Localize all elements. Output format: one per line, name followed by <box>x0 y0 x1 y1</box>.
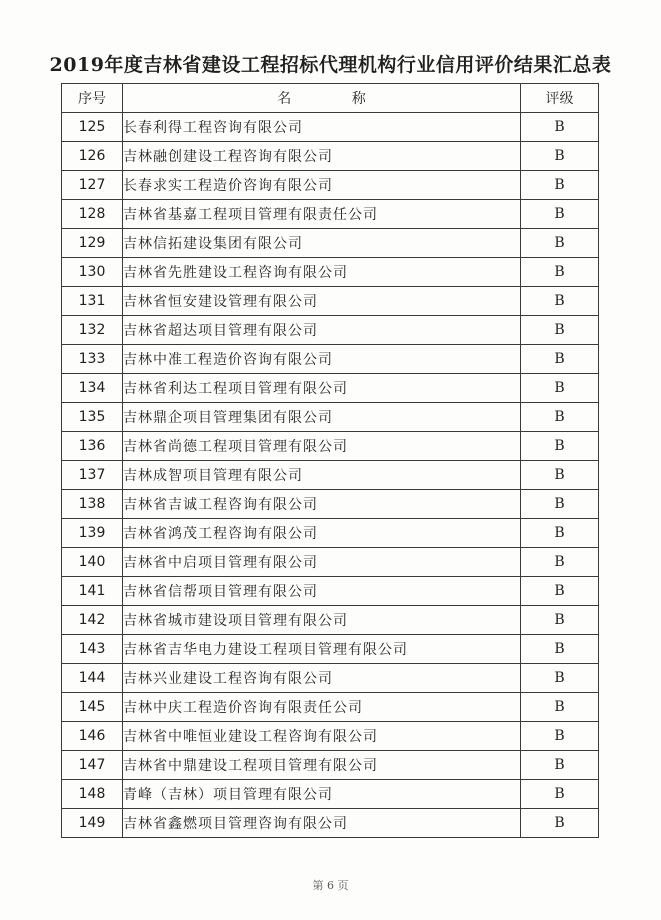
row-grade: B <box>521 113 599 142</box>
row-grade: B <box>521 606 599 635</box>
row-company-name: 吉林中准工程造价咨询有限公司 <box>123 345 521 374</box>
row-grade: B <box>521 200 599 229</box>
row-company-name: 吉林省利达工程项目管理有限公司 <box>123 374 521 403</box>
table-body <box>62 113 599 838</box>
row-grade: B <box>521 432 599 461</box>
table-row <box>62 780 599 809</box>
row-serial-number: 144 <box>62 664 123 693</box>
table-row <box>62 490 599 519</box>
rating-table <box>61 83 599 838</box>
row-serial-number: 148 <box>62 780 123 809</box>
row-grade: B <box>521 809 599 838</box>
row-grade: B <box>521 490 599 519</box>
row-grade: B <box>521 635 599 664</box>
row-serial-number: 141 <box>62 577 123 606</box>
header-name: 名 称 <box>123 84 521 113</box>
table-row <box>62 142 599 171</box>
table-row <box>62 461 599 490</box>
row-serial-number: 129 <box>62 229 123 258</box>
row-serial-number: 137 <box>62 461 123 490</box>
table-header-row <box>62 84 599 113</box>
table-row <box>62 229 599 258</box>
table-row <box>62 171 599 200</box>
row-serial-number: 132 <box>62 316 123 345</box>
row-grade: B <box>521 461 599 490</box>
row-serial-number: 140 <box>62 548 123 577</box>
row-company-name: 吉林省中启项目管理有限公司 <box>123 548 521 577</box>
table-row <box>62 751 599 780</box>
row-serial-number: 134 <box>62 374 123 403</box>
row-serial-number: 146 <box>62 722 123 751</box>
document-title: 2019年度吉林省建设工程招标代理机构行业信用评价结果汇总表 <box>49 54 612 76</box>
row-serial-number: 138 <box>62 490 123 519</box>
row-company-name: 吉林省基嘉工程项目管理有限责任公司 <box>123 200 521 229</box>
row-grade: B <box>521 693 599 722</box>
row-grade: B <box>521 374 599 403</box>
table-row <box>62 722 599 751</box>
row-grade: B <box>521 403 599 432</box>
row-company-name: 吉林省尚德工程项目管理有限公司 <box>123 432 521 461</box>
row-grade: B <box>521 345 599 374</box>
header-serial-number: 序号 <box>62 84 123 113</box>
row-company-name: 吉林省吉华电力建设工程项目管理有限公司 <box>123 635 521 664</box>
row-grade: B <box>521 142 599 171</box>
row-serial-number: 128 <box>62 200 123 229</box>
table-row <box>62 200 599 229</box>
table-row <box>62 664 599 693</box>
row-grade: B <box>521 258 599 287</box>
table-row <box>62 113 599 142</box>
table-row <box>62 809 599 838</box>
row-serial-number: 143 <box>62 635 123 664</box>
table-row <box>62 548 599 577</box>
row-company-name: 吉林省中唯恒业建设工程咨询有限公司 <box>123 722 521 751</box>
row-serial-number: 125 <box>62 113 123 142</box>
row-grade: B <box>521 751 599 780</box>
row-company-name: 吉林中庆工程造价咨询有限责任公司 <box>123 693 521 722</box>
row-serial-number: 149 <box>62 809 123 838</box>
row-company-name: 吉林省鑫燃项目管理咨询有限公司 <box>123 809 521 838</box>
row-serial-number: 136 <box>62 432 123 461</box>
row-company-name: 吉林兴业建设工程咨询有限公司 <box>123 664 521 693</box>
row-company-name: 吉林省超达项目管理有限公司 <box>123 316 521 345</box>
row-grade: B <box>521 722 599 751</box>
table-row <box>62 374 599 403</box>
row-grade: B <box>521 577 599 606</box>
row-company-name: 吉林成智项目管理有限公司 <box>123 461 521 490</box>
header-grade: 评级 <box>521 84 599 113</box>
row-grade: B <box>521 229 599 258</box>
row-company-name: 长春求实工程造价咨询有限公司 <box>123 171 521 200</box>
row-company-name: 吉林省吉诚工程咨询有限公司 <box>123 490 521 519</box>
row-grade: B <box>521 287 599 316</box>
row-company-name: 吉林融创建设工程咨询有限公司 <box>123 142 521 171</box>
table-row <box>62 519 599 548</box>
row-grade: B <box>521 171 599 200</box>
row-company-name: 青峰（吉林）项目管理有限公司 <box>123 780 521 809</box>
row-serial-number: 131 <box>62 287 123 316</box>
row-serial-number: 130 <box>62 258 123 287</box>
row-company-name: 吉林信拓建设集团有限公司 <box>123 229 521 258</box>
row-company-name: 吉林省信帮项目管理有限公司 <box>123 577 521 606</box>
table-row <box>62 693 599 722</box>
row-grade: B <box>521 780 599 809</box>
row-serial-number: 142 <box>62 606 123 635</box>
table-row <box>62 316 599 345</box>
row-company-name: 吉林鼎企项目管理集团有限公司 <box>123 403 521 432</box>
row-serial-number: 145 <box>62 693 123 722</box>
table-row <box>62 577 599 606</box>
row-serial-number: 147 <box>62 751 123 780</box>
row-grade: B <box>521 519 599 548</box>
table-row <box>62 287 599 316</box>
row-serial-number: 126 <box>62 142 123 171</box>
table-row <box>62 432 599 461</box>
row-grade: B <box>521 316 599 345</box>
row-serial-number: 133 <box>62 345 123 374</box>
row-grade: B <box>521 664 599 693</box>
row-company-name: 吉林省中鼎建设工程项目管理有限公司 <box>123 751 521 780</box>
row-company-name: 吉林省恒安建设管理有限公司 <box>123 287 521 316</box>
row-serial-number: 135 <box>62 403 123 432</box>
row-company-name: 吉林省先胜建设工程咨询有限公司 <box>123 258 521 287</box>
row-company-name: 长春利得工程咨询有限公司 <box>123 113 521 142</box>
row-grade: B <box>521 548 599 577</box>
row-serial-number: 127 <box>62 171 123 200</box>
table-row <box>62 635 599 664</box>
row-company-name: 吉林省城市建设项目管理有限公司 <box>123 606 521 635</box>
table-row <box>62 403 599 432</box>
row-serial-number: 139 <box>62 519 123 548</box>
table-row <box>62 345 599 374</box>
table-row <box>62 258 599 287</box>
page-number: 第 6 页 <box>312 879 349 892</box>
row-company-name: 吉林省鸿茂工程咨询有限公司 <box>123 519 521 548</box>
table-row <box>62 606 599 635</box>
